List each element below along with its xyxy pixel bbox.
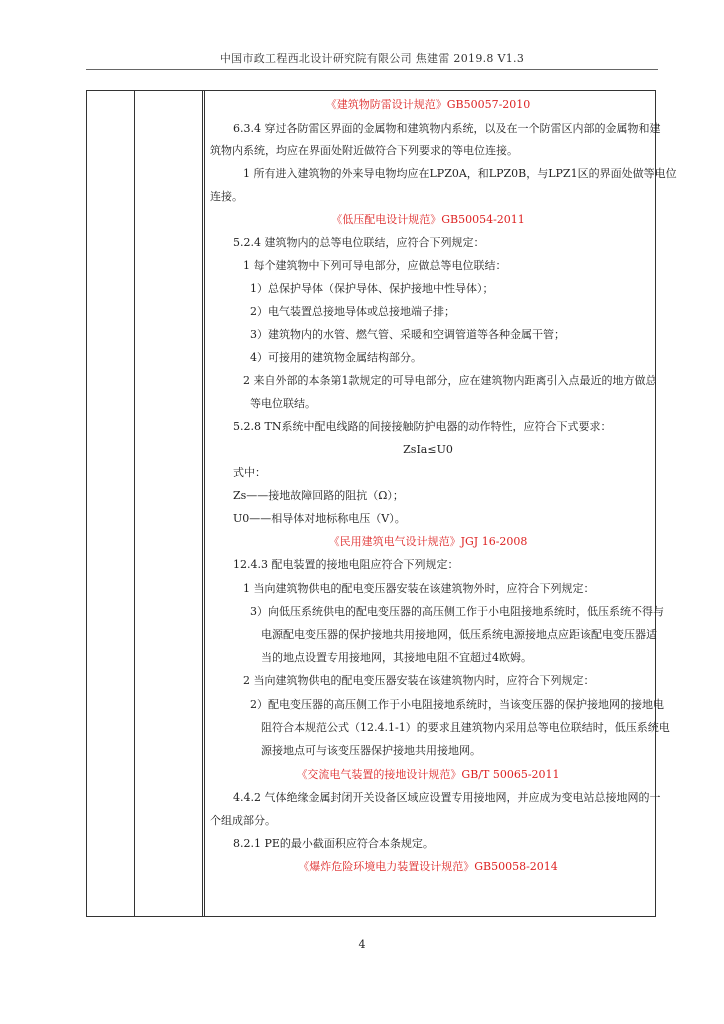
content-line: 电源配电变压器的保护接地共用接地网，低压系统电源接地点应距该配电变压器适	[261, 628, 657, 641]
page-number: 4	[358, 938, 366, 951]
standard-title: 《交流电气装置的接地设计规范》GB/T 50065-2011	[296, 768, 560, 781]
content-line: 2 当向建筑物供电的配电变压器安装在该建筑物内时，应符合下列规定：	[243, 674, 595, 687]
content-line: 6.3.4 穿过各防雷区界面的金属物和建筑物内系统，以及在一个防雷区内部的金属物和建	[233, 122, 661, 135]
content-line: 连接。	[210, 190, 243, 203]
content-line: 4）可接用的建筑物金属结构部分。	[250, 351, 422, 364]
content-line: Zs——接地故障回路的阻抗（Ω）；	[233, 489, 404, 502]
standard-title: 《低压配电设计规范》GB50054-2011	[331, 213, 525, 226]
content-line: 源接地点可与该变压器保护接地共用接地网。	[261, 744, 481, 757]
content-line: 1）总保护导体（保护导体、保护接地中性导体）；	[250, 282, 494, 295]
content-line: 当的地点设置专用接地网，其接地电阻不宜超过4欧姆。	[261, 651, 532, 664]
content-line: 5.2.8 TN系统中配电线路的间接接触防护电器的动作特性，应符合下式要求：	[233, 420, 612, 433]
content-line: 3）建筑物内的水管、燃气管、采暖和空调管道等各种金属干管；	[250, 328, 565, 341]
content-line: 筑物内系统，均应在界面处附近做符合下列要求的等电位连接。	[210, 144, 518, 157]
standard-title: 《民用建筑电气设计规范》JGJ 16-2008	[328, 535, 528, 548]
column-divider	[202, 91, 203, 916]
content-line: 4.4.2 气体绝缘金属封闭开关设备区域应设置专用接地网，并应成为变电站总接地网的一	[233, 791, 661, 804]
content-line: 5.2.4 建筑物内的总等电位联结，应符合下列规定：	[233, 236, 485, 249]
content-line: 1 每个建筑物中下列可导电部分，应做总等电位联结：	[243, 259, 507, 272]
content-line: 1 当向建筑物供电的配电变压器安装在该建筑物外时，应符合下列规定：	[243, 582, 595, 595]
content-line: 阻符合本规范公式（12.4.1-1）的要求且建筑物内采用总等电位联结时，低压系统电	[261, 721, 670, 734]
content-line: 2 来自外部的本条第1款规定的可导电部分，应在建筑物内距离引入点最近的地方做总	[243, 374, 657, 387]
content-line: 2）电气装置总接地导体或总接地端子排；	[250, 305, 455, 318]
page-header: 中国市政工程西北设计研究院有限公司 焦建雷 2019.8 V1.3	[219, 52, 525, 65]
content-line: 3）向低压系统供电的配电变压器的高压侧工作于小电阻接地系统时，低压系统不得与	[250, 605, 664, 618]
content-line: ZsIa≤U0	[403, 443, 453, 456]
content-line: 12.4.3 配电装置的接地电阻应符合下列规定：	[233, 558, 459, 571]
standard-title: 《爆炸危险环境电力装置设计规范》GB50058-2014	[298, 860, 558, 873]
column-divider	[134, 91, 135, 916]
standard-title: 《建筑物防雷设计规范》GB50057-2010	[325, 98, 531, 111]
content-line: 等电位联结。	[250, 397, 316, 410]
content-line: 8.2.1 PE的最小截面积应符合本条规定。	[233, 837, 434, 850]
content-line: 2）配电变压器的高压侧工作于小电阻接地系统时，当该变压器的保护接地网的接地电	[250, 698, 664, 711]
content-line: 1 所有进入建筑物的外来导电物均应在LPZ0A，和LPZ0B，与LPZ1区的界面处做等电位	[243, 167, 677, 180]
document-table	[86, 90, 677, 917]
content-line: U0——相导体对地标称电压（V）。	[233, 512, 406, 525]
content-line: 个组成部分。	[210, 814, 276, 827]
header-rule	[86, 69, 658, 70]
content-line: 式中：	[233, 466, 266, 479]
